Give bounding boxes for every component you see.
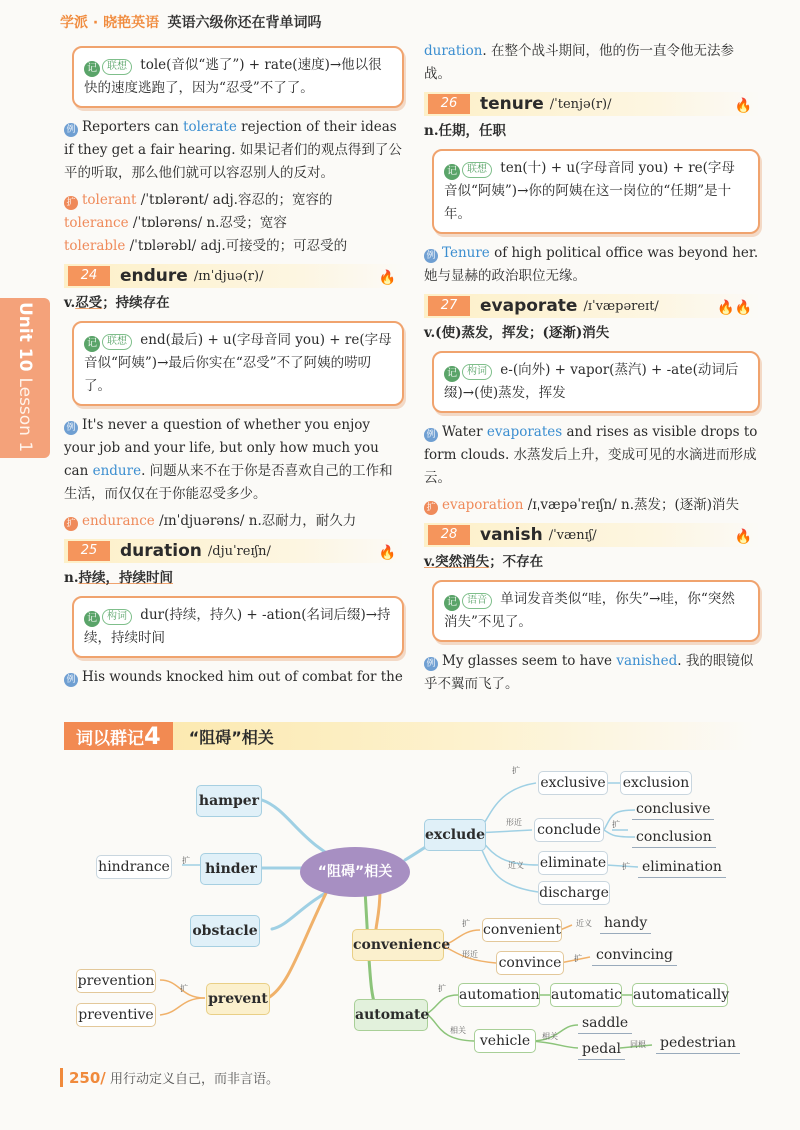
- memo-icon: 记: [84, 61, 100, 77]
- pos-meaning: ；持续存在: [102, 295, 170, 311]
- pos-meaning-main: 持续，持续时间: [78, 570, 174, 586]
- section-label-text: 词以群记: [76, 729, 144, 749]
- map-node-convenient: convenient: [482, 918, 562, 942]
- example-text: Reporters can: [82, 119, 184, 135]
- mnemonic-tag: 语音: [462, 593, 492, 609]
- example-text: . 我的眼镜似乎不翼而飞了。: [424, 653, 754, 692]
- duration-example: [64, 666, 404, 689]
- map-node-conclusion: conclusion: [632, 827, 716, 848]
- map-node-automate: automate: [354, 999, 428, 1031]
- derivative-word: endurance: [82, 513, 155, 529]
- relation-label: 扩: [462, 919, 470, 928]
- example-keyword: vanished: [616, 653, 678, 669]
- evaporate-mnemonic-box: [432, 351, 760, 413]
- page-header: [60, 12, 760, 36]
- map-node-elimination: elimination: [638, 857, 726, 878]
- map-center: “阻碍”相关: [300, 847, 410, 897]
- example-text: . 问题从来不在于你是否喜欢自己的工作和生活，而仅仅在于你能忍受多少。: [64, 463, 393, 502]
- relation-label: 相关: [450, 1026, 466, 1035]
- pos-meaning: ；不存在: [489, 554, 544, 570]
- derivative-word: tolerant: [82, 192, 137, 208]
- extend-icon: 扩: [64, 517, 78, 531]
- word-text: tenure: [480, 93, 544, 114]
- map-node-eliminate: eliminate: [538, 851, 608, 875]
- mnemonic-text: 单词发音类似“哇，你失”→哇，你“突然消失”不见了。: [444, 591, 735, 630]
- relation-label: 扩: [574, 954, 582, 963]
- flame-icon: 🔥🔥: [717, 300, 752, 316]
- derivative-def: /ɪnˈdjuərəns/ n.忍耐力，耐久力: [154, 513, 357, 529]
- vanish-example: [424, 650, 760, 696]
- map-node-automation: automation: [458, 983, 540, 1007]
- headword-vanish: [424, 523, 760, 547]
- evaporate-example: [424, 421, 760, 490]
- relation-label: 扩: [612, 820, 620, 829]
- map-node-obstacle: obstacle: [190, 915, 260, 947]
- map-node-exclusive: exclusive: [538, 771, 608, 795]
- word-number: 25: [68, 541, 110, 561]
- flame-icon: 🔥: [378, 545, 396, 561]
- memo-icon: 记: [84, 336, 100, 352]
- extend-icon: 扩: [64, 196, 78, 210]
- derivative-word: tolerance: [64, 215, 129, 231]
- mnemonic-tag: 联想: [102, 59, 132, 75]
- part-of-speech: [64, 567, 404, 590]
- phonetic: /ɪˈvæpəreɪt/: [583, 298, 659, 314]
- map-node-exclude: exclude: [424, 819, 486, 851]
- relation-label: 扩: [512, 766, 520, 775]
- map-node-prevention: prevention: [76, 969, 156, 993]
- derivative-def: /ˈtɒlərənt/ adj.容忍的；宽容的: [136, 192, 333, 208]
- map-node-pedestrian: pedestrian: [656, 1033, 740, 1054]
- brand-name: 学派 · 晓艳英语: [60, 15, 160, 31]
- mnemonic-tag: 联想: [102, 334, 132, 350]
- derivative-line: [64, 235, 404, 258]
- pos-meaning-main: 忍受: [75, 295, 103, 311]
- duration-mnemonic-box: [72, 596, 404, 658]
- example-icon: 例: [424, 249, 438, 263]
- right-column: [424, 40, 760, 700]
- section-heading: [64, 722, 754, 750]
- headword-tenure: [424, 92, 760, 116]
- endure-example: [64, 414, 404, 506]
- map-node-pedal: pedal: [578, 1039, 625, 1060]
- word-number: 27: [428, 296, 470, 316]
- mnemonic-text: ten(十) + u(字母音同 you) + re(字母音似“阿姨”)→你的阿姨在这一岗位的“任期”是十年。: [444, 160, 735, 222]
- example-text: rejection of their ideas if they get a fair hearing. 如果记者们的观点得到了公平的听取，那么他们就可以容忍别人的反对。: [64, 119, 402, 181]
- mnemonic-text: e-(向外) + vapor(蒸汽) + -ate(动词后缀)→(使)蒸发，挥发: [444, 362, 739, 401]
- word-text: duration: [120, 540, 202, 561]
- left-column: [64, 40, 404, 693]
- map-node-convince: convince: [496, 951, 564, 975]
- tenure-mnemonic-box: [432, 149, 760, 234]
- book-title: 英语六级你还在背单词吗: [167, 15, 322, 31]
- mnemonic-text: dur(持续，持久) + -ation(名词后缀)→持续，持续时间: [84, 607, 391, 646]
- example-text: Water: [442, 424, 487, 440]
- example-keyword: Tenure: [442, 245, 490, 261]
- relation-label: 扩: [180, 984, 188, 993]
- example-keyword: tolerate: [183, 119, 237, 135]
- map-node-exclusion: exclusion: [620, 771, 692, 795]
- derivative-def: /ˈtɒlərəbl/ adj.可接受的；可忍受的: [125, 238, 348, 254]
- unit-side-tab: [0, 298, 50, 458]
- relation-label: 扩: [622, 862, 630, 871]
- unit-label: Unit 10: [15, 302, 35, 372]
- relation-label: 近义: [508, 861, 524, 870]
- mnemonic-tag: 构词: [102, 609, 132, 625]
- headword-duration: [64, 539, 404, 563]
- pos-label: v.: [64, 295, 76, 311]
- phonetic: /ˈtenjə(r)/: [549, 96, 612, 112]
- extend-icon: 扩: [424, 501, 438, 515]
- example-text: and rises as visible drops to form clouds. 水蒸发后上升，变成可见的水滴进而形成云。: [424, 424, 758, 486]
- example-icon: 例: [64, 421, 78, 435]
- example-text: . 在整个战斗期间，他的伤一直令他无法参战。: [424, 43, 734, 82]
- derivative-word: tolerable: [64, 238, 126, 254]
- map-node-prevent: prevent: [206, 983, 270, 1015]
- phonetic: /djuˈreɪʃn/: [207, 543, 271, 559]
- page-number: 250/: [69, 1069, 106, 1087]
- example-keyword: endure: [92, 463, 142, 479]
- map-node-hinder: hinder: [200, 853, 262, 885]
- mind-map: [0, 755, 800, 1065]
- tenure-example: [424, 242, 760, 288]
- section-number: 4: [144, 722, 161, 750]
- flame-icon: 🔥: [734, 529, 752, 545]
- example-icon: 例: [424, 657, 438, 671]
- derivative-line: [64, 189, 404, 212]
- phonetic: /ˈvænɪʃ/: [548, 527, 597, 543]
- map-node-automatic: automatic: [550, 983, 622, 1007]
- relation-label: 形近: [506, 818, 522, 827]
- map-node-convincing: convincing: [592, 945, 677, 966]
- map-node-saddle: saddle: [578, 1013, 632, 1034]
- map-node-conclude: conclude: [534, 818, 604, 842]
- section-title: “阻碍”相关: [188, 727, 274, 747]
- relation-label: 形近: [462, 950, 478, 959]
- memo-icon: 记: [444, 366, 460, 382]
- word-text: vanish: [480, 524, 543, 545]
- derivative-word: evaporation: [442, 497, 524, 513]
- map-node-conclusive: conclusive: [632, 799, 714, 820]
- map-node-handy: handy: [600, 913, 651, 934]
- mnemonic-text: tole(音似“逃了”) + rate(速度)→他以很快的速度逃跑了，因为“忍受”不了了。: [84, 57, 382, 96]
- mnemonic-text: end(最后) + u(字母音同 you) + re(字母音似“阿姨”)→最后你实在“忍受”不了阿姨的唠叨了。: [84, 332, 392, 394]
- pos-meaning-main: v.突然消失: [424, 554, 490, 570]
- word-number: 26: [428, 94, 470, 114]
- map-node-convenience: convenience: [352, 929, 444, 961]
- relation-label: 同根: [630, 1040, 646, 1049]
- derivative-def: /ˈtɒlərəns/ n.忍受；宽容: [128, 215, 287, 231]
- example-keyword: duration: [424, 43, 483, 59]
- derivative-def: /ɪˌvæpəˈreɪʃn/ n.蒸发；(逐渐)消失: [523, 497, 740, 513]
- example-text: of high political office was beyond her. 她与显赫的政治职位无缘。: [424, 245, 759, 284]
- pos-label: n.: [64, 570, 79, 586]
- example-text: It's never a question of whether you enjoy your job and your life, but only how much you can: [64, 417, 379, 479]
- example-keyword: evaporates: [486, 424, 563, 440]
- footer-motto: 用行动定义自己，而非言语。: [109, 1072, 279, 1087]
- endure-mnemonic-box: [72, 321, 404, 406]
- headword-evaporate: [424, 294, 760, 318]
- memo-icon: 记: [84, 611, 100, 627]
- map-node-preventive: preventive: [76, 1003, 156, 1027]
- word-number: 28: [428, 525, 470, 545]
- derivative-line: [64, 212, 404, 235]
- part-of-speech: [64, 292, 404, 315]
- example-icon: 例: [424, 428, 438, 442]
- mnemonic-tag: 联想: [462, 162, 492, 178]
- map-node-hamper: hamper: [196, 785, 262, 817]
- part-of-speech: v.(使)蒸发，挥发；(逐渐)消失: [424, 325, 610, 341]
- memo-icon: 记: [444, 595, 460, 611]
- relation-label: 相关: [542, 1032, 558, 1041]
- map-node-discharge: discharge: [538, 881, 610, 905]
- lesson-label: Lesson 1: [15, 377, 35, 453]
- relation-label: 扩: [438, 984, 446, 993]
- relation-label: 扩: [182, 856, 190, 865]
- part-of-speech: n.任期，任职: [424, 123, 507, 139]
- example-icon: 例: [64, 123, 78, 137]
- derivative-line: [424, 494, 760, 517]
- example-text: His wounds knocked him out of combat for the: [82, 669, 403, 685]
- duration-example-continued: [424, 40, 760, 86]
- derivative-line: [64, 510, 404, 533]
- tolerate-mnemonic-box: [72, 46, 404, 108]
- example-text: My glasses seem to have: [442, 653, 617, 669]
- tolerate-example: [64, 116, 404, 185]
- example-icon: 例: [64, 673, 78, 687]
- memo-icon: 记: [444, 164, 460, 180]
- phonetic: /ɪnˈdjuə(r)/: [193, 268, 264, 284]
- headword-endure: [64, 264, 404, 288]
- flame-icon: 🔥: [734, 98, 752, 114]
- section-label: [64, 722, 173, 750]
- word-text: evaporate: [480, 295, 578, 316]
- flame-icon: 🔥: [378, 270, 396, 286]
- map-node-automatically: automatically: [632, 983, 728, 1007]
- vanish-mnemonic-box: [432, 580, 760, 642]
- mnemonic-tag: 构词: [462, 364, 492, 380]
- word-number: 24: [68, 266, 110, 286]
- relation-label: 近义: [576, 919, 592, 928]
- map-node-hindrance: hindrance: [96, 855, 172, 879]
- page-footer: [60, 1068, 279, 1087]
- map-node-vehicle: vehicle: [474, 1029, 536, 1053]
- part-of-speech: [424, 551, 760, 574]
- word-text: endure: [120, 265, 188, 286]
